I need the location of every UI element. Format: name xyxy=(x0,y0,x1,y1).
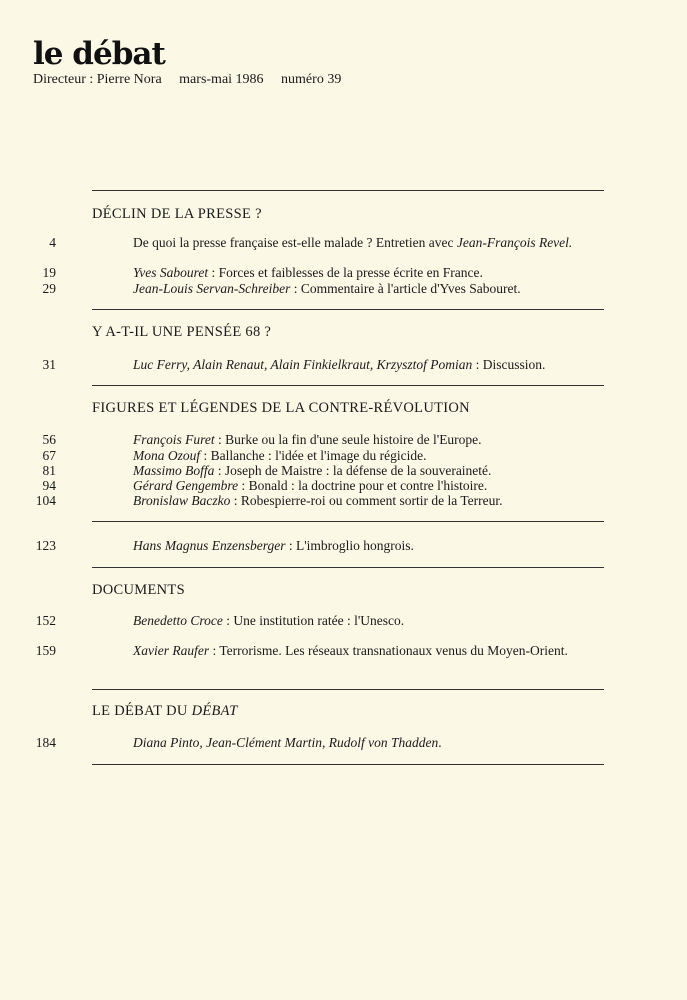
entry-text: Mona Ozouf : Ballanche : l'idée et l'image du régicide. xyxy=(133,448,427,463)
section-rule xyxy=(92,385,604,386)
entry-author: Yves Sabouret xyxy=(133,265,209,280)
entry-text: Hans Magnus Enzensberger : L'imbroglio hongrois. xyxy=(133,538,414,553)
entry-author: Benedetto Croce xyxy=(133,613,223,628)
entry-text: Gérard Gengembre : Bonald : la doctrine pour et contre l'histoire. xyxy=(133,478,488,493)
entry-author: Massimo Boffa xyxy=(133,463,215,478)
section-rule xyxy=(92,190,604,191)
section-title: FIGURES ET LÉGENDES DE LA CONTRE-RÉVOLUTION xyxy=(92,400,470,416)
section-rule xyxy=(92,309,604,310)
entry-author: Diana Pinto, Jean-Clément Martin, Rudolf von Thadden xyxy=(133,735,439,750)
entry-author: Mona Ozouf xyxy=(133,448,201,463)
entry-text: Bronislaw Baczko : Robespierre-roi ou comment sortir de la Terreur. xyxy=(133,493,503,508)
masthead xyxy=(33,36,355,88)
issue-date: mars-mai 1986 xyxy=(179,72,264,87)
entry-text: Diana Pinto, Jean-Clément Martin, Rudolf von Thadden. xyxy=(133,735,442,750)
entry-text: Yves Sabouret : Forces et faiblesses de la presse écrite en France. xyxy=(133,265,483,280)
entry-author: François Furet xyxy=(133,432,215,447)
entry-text: Massimo Boffa : Joseph de Maistre : la défense de la souveraineté. xyxy=(133,463,492,478)
entry-text: Jean-Louis Servan-Schreiber : Commentaire à l'article d'Yves Sabouret. xyxy=(133,281,521,296)
page-number: 123 xyxy=(35,538,56,553)
entry-author: Jean-François Revel. xyxy=(456,235,573,250)
entry-text: Benedetto Croce : Une institution ratée : l'Unesco. xyxy=(133,613,405,628)
section-title: Y A-T-IL UNE PENSÉE 68 ? xyxy=(92,324,272,340)
section-rule xyxy=(92,689,604,690)
section-rule xyxy=(92,567,604,568)
issue-number: numéro 39 xyxy=(281,72,342,87)
entry-author: Xavier Raufer xyxy=(133,643,210,658)
entry-text: Luc Ferry, Alain Renaut, Alain Finkielkraut, Krzysztof Pomian : Discussion. xyxy=(133,357,546,372)
section-title: DOCUMENTS xyxy=(92,582,185,598)
entry-author: Jean-Louis Servan-Schreiber xyxy=(133,281,291,296)
page-number: 31 xyxy=(42,357,56,372)
journal-logo: le débat xyxy=(33,36,165,72)
page-number: 152 xyxy=(35,613,56,628)
page-number: 184 xyxy=(35,735,56,750)
page-number: 67 xyxy=(42,448,56,463)
section-title: LE DÉBAT DU DÉBAT xyxy=(92,703,238,719)
page-number: 94 xyxy=(42,478,56,493)
entry-author: Bronislaw Baczko xyxy=(133,493,231,508)
director-line: Directeur : Pierre Nora xyxy=(33,72,162,87)
entry-text: De quoi la presse française est-elle malade ? Entretien avec Jean-François Revel. xyxy=(133,235,573,250)
page-number: 29 xyxy=(42,281,56,296)
page-number: 159 xyxy=(35,643,56,658)
section-title: DÉCLIN DE LA PRESSE ? xyxy=(92,206,262,222)
section-rule xyxy=(92,764,604,765)
masthead-meta xyxy=(33,72,355,88)
entry-author: Luc Ferry, Alain Renaut, Alain Finkielkraut, Krzysztof Pomian xyxy=(133,357,473,372)
entry-author: Gérard Gengembre xyxy=(133,478,239,493)
entry-text: François Furet : Burke ou la fin d'une seule histoire de l'Europe. xyxy=(133,432,482,447)
page-number: 56 xyxy=(42,432,56,447)
page-number: 81 xyxy=(42,463,56,478)
entry-text: Xavier Raufer : Terrorisme. Les réseaux transnationaux venus du Moyen-Orient. xyxy=(133,643,568,658)
entry-author: Hans Magnus Enzensberger xyxy=(133,538,286,553)
section-rule xyxy=(92,521,604,522)
page-number: 104 xyxy=(35,493,56,508)
page-number: 19 xyxy=(42,265,56,280)
page-number: 4 xyxy=(49,235,56,250)
